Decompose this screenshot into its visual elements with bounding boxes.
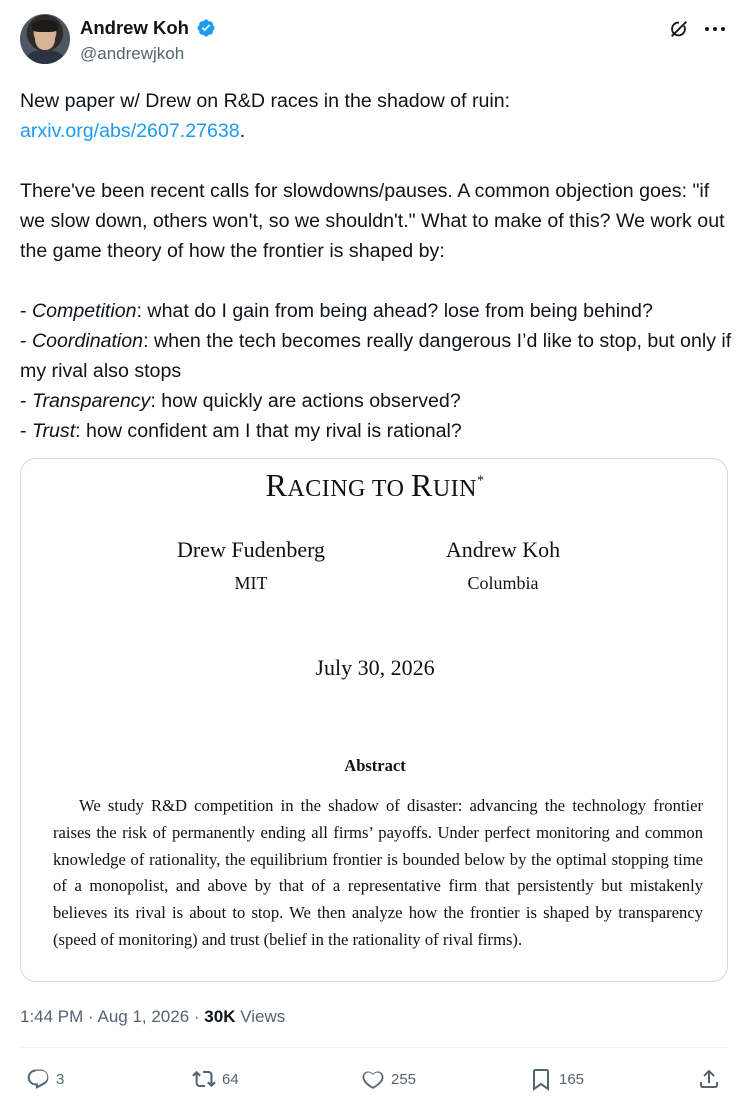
views-count: 30K [204,1007,236,1026]
author-name[interactable]: Andrew Koh [80,17,189,38]
tweet-meta: 1:44 PM · Aug 1, 2026 · 30K Views [20,1007,286,1026]
bullet-term: Transparency [31,390,151,412]
bookmark-icon [529,1067,553,1091]
author-name: Drew Fudenberg [176,537,326,562]
paper-author-1 [131,537,371,594]
bullet-4: - Trust: how confident am I that my rival is rational? [20,420,462,442]
paper-link[interactable]: arxiv.org/abs/2607.27638 [20,120,240,142]
abstract-text: We study R&D competition in the shadow of disaster: advancing the technology frontier raises the risk of permanently ending all firms’ payoffs. Under perfect monitoring and common knowledge of rationality, the equilibrium frontier is bounded below by the optimal stopping time of a monopolist, and above by that of a representative firm that persistently but mistakenly believes its rival is about to stop. We then analyze how the frontier is shaped by transparency (speed of monitoring) and trust (belief in the rationality of rival firms). [53,796,703,949]
share-button[interactable] [697,1066,721,1092]
author-handle[interactable]: @andrewjkoh [80,44,185,63]
abstract-heading: Abstract [344,756,406,775]
title-footnote-mark: * [476,473,485,489]
bullet-term: Coordination [31,330,144,352]
heart-icon [361,1067,385,1091]
bullet-1: - Competition: what do I gain from being ahead? lose from being behind? [20,300,653,322]
bullet-3: - Transparency: how quickly are actions observed? [20,390,461,412]
paper-image-card[interactable] [20,458,728,982]
bullet-term: Trust [31,420,76,442]
tweet-line-1: New paper w/ Drew on R&D races in the shadow of ruin: [20,90,511,112]
bullet-term: Competition [31,300,137,322]
verified-badge-icon [196,18,216,38]
reply-count: 3 [56,1070,65,1088]
post-date[interactable]: Aug 1, 2026 [97,1007,190,1026]
share-icon [697,1067,721,1091]
link-suffix: . [239,120,246,142]
author-name: Andrew Koh [445,537,561,562]
avatar[interactable] [20,14,70,64]
author-block [80,16,216,65]
paper-date: July 30, 2026 [315,655,435,680]
tweet-header [20,14,728,66]
paper-author-2 [383,537,623,594]
reply-button[interactable] [26,1066,64,1092]
bullet-2: - Coordination: when the tech becomes really dangerous I’d like to stop, but only if my rival also stops [20,330,737,382]
like-count: 255 [391,1070,417,1088]
divider [20,1047,728,1048]
paper-title: RACING TO RUIN* [265,467,485,503]
retweet-button[interactable] [192,1066,239,1092]
author-affiliation: MIT [234,573,268,593]
views-label: Views [235,1007,286,1026]
bookmark-count: 165 [559,1070,585,1088]
grok-icon[interactable] [668,18,690,40]
bookmark-button[interactable] [529,1066,584,1092]
retweet-count: 64 [222,1070,239,1088]
post-time[interactable]: 1:44 PM [20,1007,84,1026]
engagement-bar [0,1062,748,1098]
tweet-paragraph-2: There've been recent calls for slowdowns/pauses. A common objection goes: "if we slow down, others won't, so we shouldn't." What to make of this? We work out the game theory of how the frontier is shaped by: [20,180,730,262]
more-icon[interactable] [704,22,726,36]
like-button[interactable] [361,1066,416,1092]
retweet-icon [192,1067,216,1091]
author-affiliation: Columbia [467,573,539,593]
reply-icon [26,1067,50,1091]
tweet-text [20,86,737,446]
